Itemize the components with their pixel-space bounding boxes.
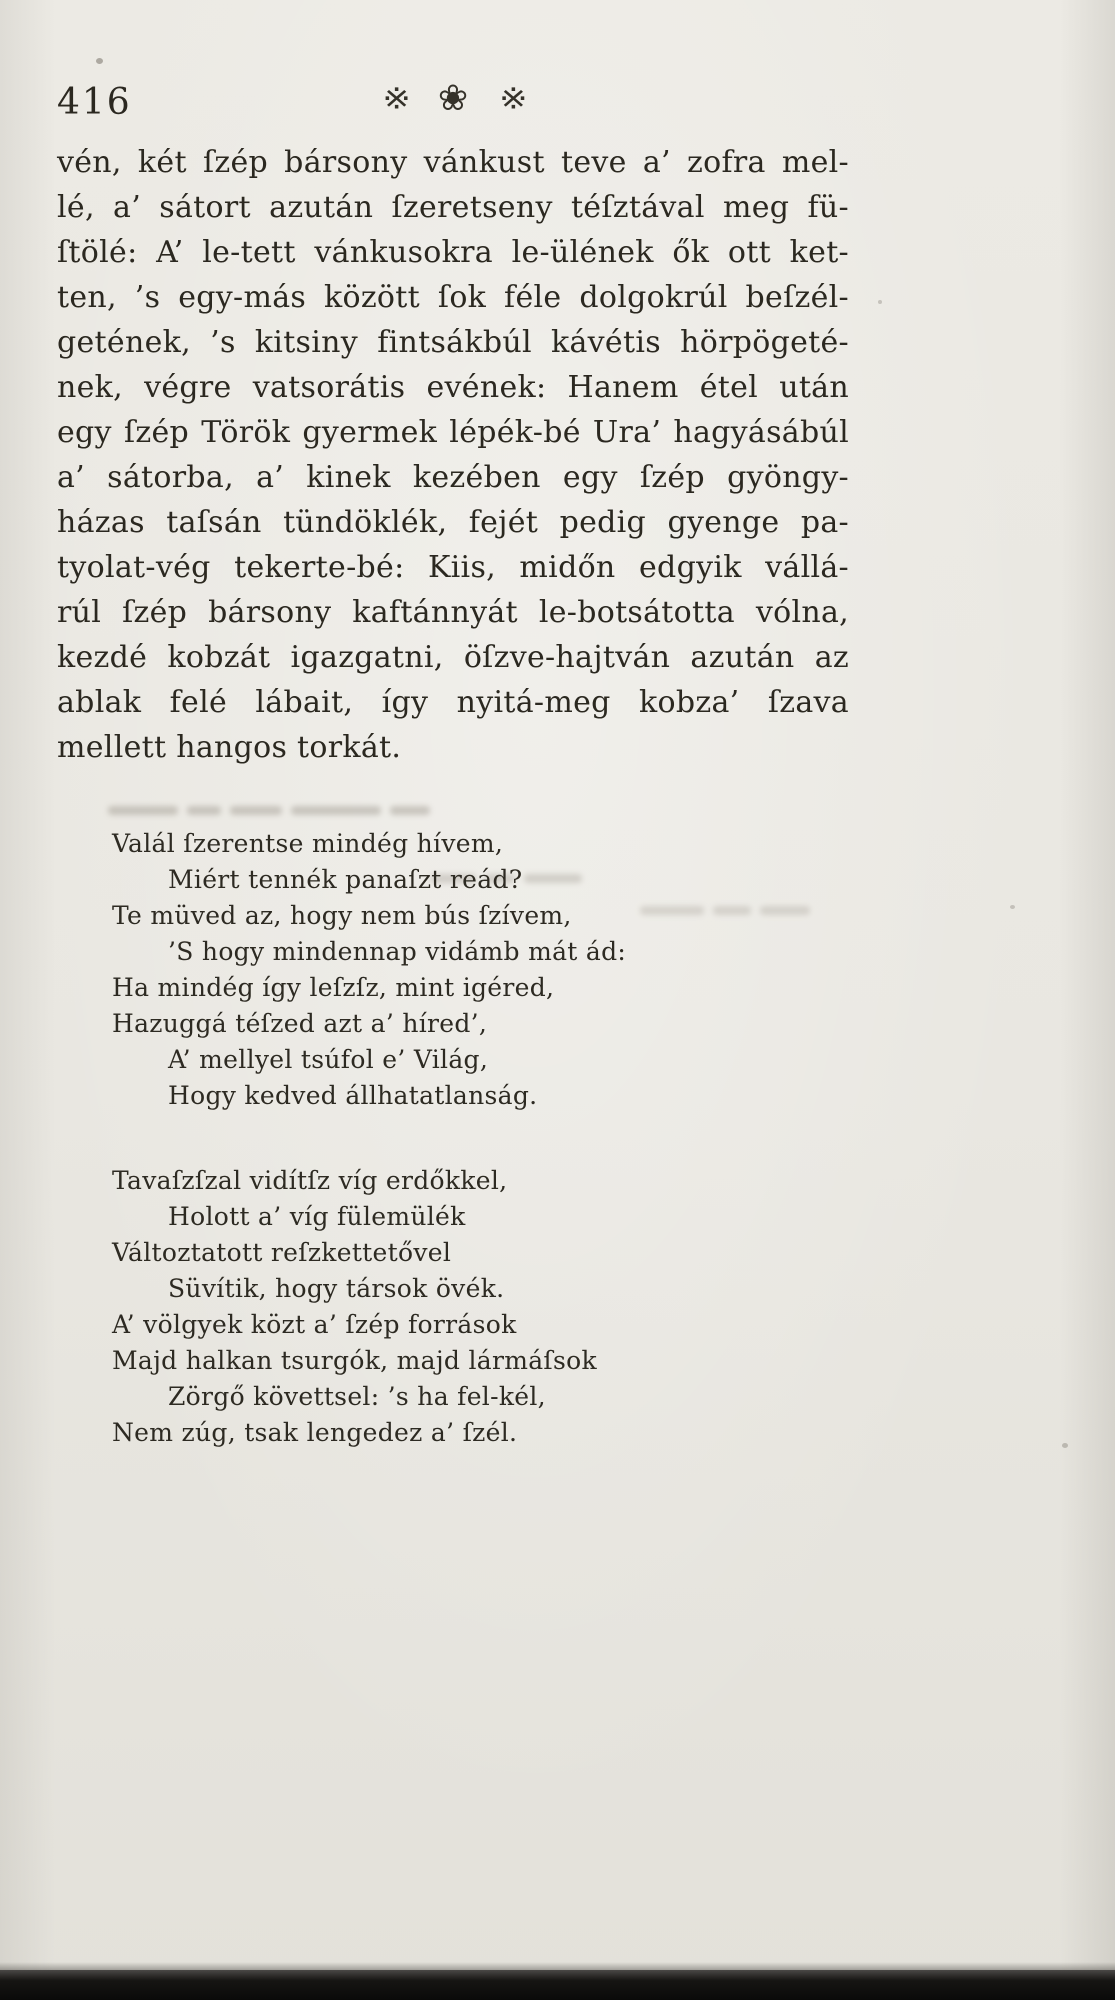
ornament-zigzag-left-icon: ※ <box>382 81 407 116</box>
prose-line: nek, végre vatsorátis evének: Hanem étel után <box>57 370 849 405</box>
ornament-zigzag-right-icon: ※ <box>499 81 524 116</box>
prose-line: egy ſzép Török gyermek lépék-bé Ura’ hagyásábúl <box>57 415 849 450</box>
verse-line: Miért tennék panaſzt reád? <box>168 865 523 894</box>
verse-line: Majd halkan tsurgók, majd lármáſsok <box>112 1346 597 1375</box>
prose-line: a’ sátorba, a’ kinek kezében egy ſzép gyöngy- <box>57 460 849 495</box>
prose-line: getének, ’s kitsiny fintsákbúl kávétis hörpögeté- <box>57 325 849 360</box>
scan-edge-shadow <box>0 1970 1115 2000</box>
verse-line: Holott a’ víg fülemülék <box>168 1202 466 1231</box>
ink-smudge <box>640 900 900 919</box>
prose-line: rúl ſzép bársony kaftánnyát le-botsátotta vólna, <box>57 595 849 630</box>
prose-paragraph <box>57 140 849 770</box>
prose-line: házas taſsán tündöklék, fejét pedig gyenge pa- <box>57 505 849 540</box>
verse-line: Ha mindég így leſzſz, mint igéred, <box>112 973 555 1002</box>
verse-line: Hazuggá téſzed azt a’ híred’, <box>112 1009 488 1038</box>
verse-line: ’S hogy mindennap vidámb mát ád: <box>168 937 627 966</box>
prose-line: lé, a’ sátort azután ſzeretseny téſztával meg fü- <box>57 190 849 225</box>
prose-line: vén, két ſzép bársony vánkust teve a’ zofra mel- <box>57 145 849 180</box>
prose-line: kezdé kobzát igazgatni, öſzve-hajtván azután az <box>57 640 849 675</box>
verse-line: A’ mellyel tsúfol e’ Világ, <box>168 1045 489 1074</box>
verse-line: Hogy kedved állhatatlanság. <box>168 1081 538 1110</box>
verse-line: Nem zúg, tsak lengedez a’ ſzél. <box>112 1418 518 1447</box>
scan-speck <box>96 58 103 64</box>
scan-speck <box>878 300 882 304</box>
prose-line: ablak felé lábait, így nyitá-meg kobza’ ſzava <box>57 685 849 720</box>
verse-line: Tavaſzſzal vidítſz víg erdőkkel, <box>112 1166 508 1195</box>
prose-line: ten, ’s egy-más között ſok féle dolgokrúl beſzél- <box>57 280 849 315</box>
header-ornament <box>57 78 849 119</box>
verse-line: Valál ſzerentse mindég hívem, <box>112 829 504 858</box>
verse-line: Süvítik, hogy társok övék. <box>168 1274 505 1303</box>
verse-line: Te müved az, hogy nem bús ſzívem, <box>112 901 572 930</box>
prose-line: ſtölé: A’ le-tett vánkusokra le-ülének ők ott ket- <box>57 235 849 270</box>
scan-speck <box>1062 1443 1068 1448</box>
page-number: 416 <box>57 82 132 123</box>
verse-line: Változtatott reſzkettetővel <box>112 1238 452 1267</box>
scan-speck <box>1010 905 1015 909</box>
verse-2 <box>112 1163 597 1451</box>
ink-smudge <box>108 800 528 819</box>
ornament-flower-icon: ❀ <box>437 78 469 119</box>
verse-line: A’ völgyek közt a’ ſzép források <box>112 1310 517 1339</box>
prose-line: mellett hangos torkát. <box>57 730 402 765</box>
verse-line: Zörgő követtsel: ’s ha fel-kél, <box>168 1382 546 1411</box>
verse-1 <box>112 826 626 1114</box>
prose-line: tyolat-vég tekerte-bé: Kiis, midőn edgyik vállá- <box>57 550 849 585</box>
